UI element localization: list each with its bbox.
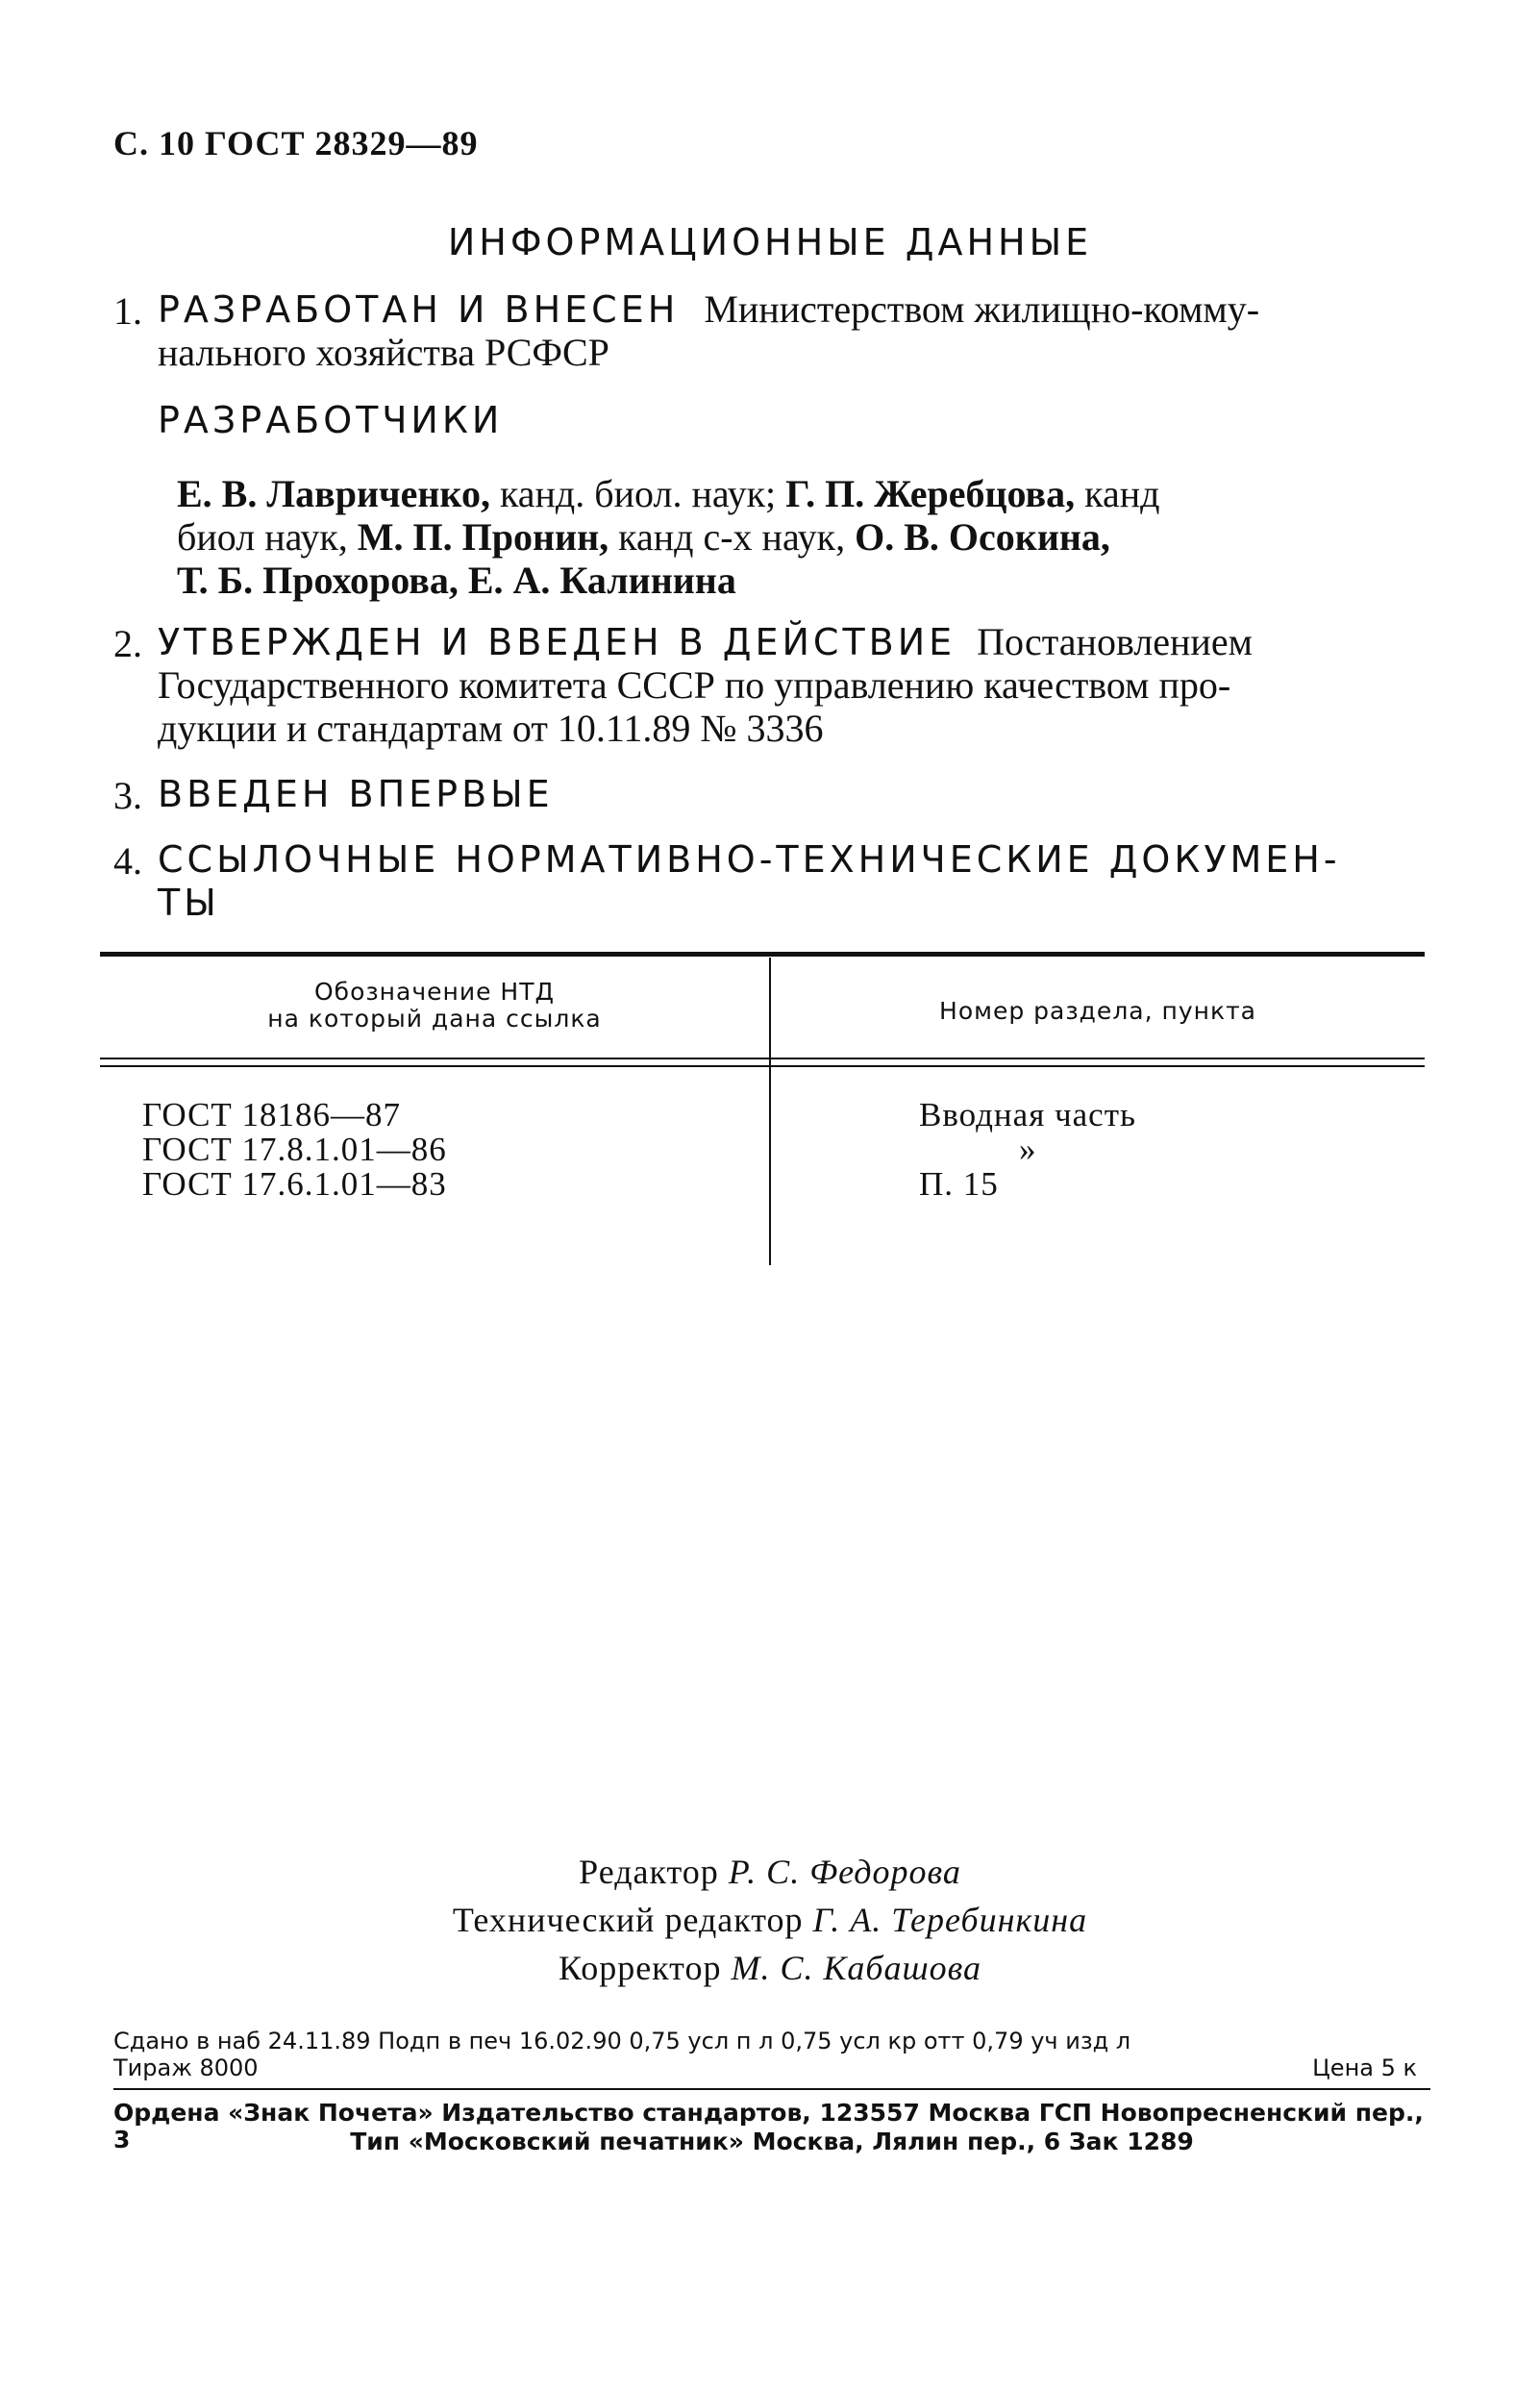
imprint-price: Цена 5 к [1312, 2054, 1417, 2081]
imprint-rule [113, 2088, 1430, 2090]
table-cell-section: Вводная часть [919, 1096, 1136, 1133]
table-cell-doc: ГОСТ 18186—87 [142, 1096, 402, 1133]
item-4-text-line-1: ССЫЛОЧНЫЕ НОРМАТИВНО-ТЕХНИЧЕСКИЕ ДОКУМЕН- [158, 838, 1341, 881]
imprint-line-3: Ордена «Знак Почета» Издательство стандартов, 123557 Москва ГСП Новопресненский пер., 3 [113, 2099, 1424, 2153]
credit-tech-editor-label: Технический редактор [452, 1901, 804, 1939]
item-3-text: ВВЕДЕН ВПЕРВЫЕ [158, 773, 554, 815]
developers-line-3: Т. Б. Прохорова, Е. А. Калинина [177, 559, 736, 602]
item-2-lead: УТВЕРЖДЕН И ВВЕДЕН В ДЕЙСТВИЕ [158, 621, 956, 663]
document-title: ИНФОРМАЦИОННЫЕ ДАННЫЕ [447, 221, 1093, 263]
credit-editor-label: Редактор [579, 1853, 719, 1891]
developers-line-1 [177, 473, 1423, 515]
item-4-number: 4. [113, 839, 142, 883]
credit-corrector [0, 1944, 1540, 1992]
credit-tech-editor [0, 1896, 1540, 1944]
item-1-number: 1. [113, 289, 142, 333]
item-2-text-line-1: Постановлением [977, 620, 1253, 663]
credit-tech-editor-name: Г. А. Теребинкина [812, 1901, 1088, 1939]
table-cell-section: П. 15 [919, 1165, 999, 1203]
imprint-circulation: Тираж 8000 [113, 2054, 259, 2081]
developer-2-degree-cont: биол наук, [177, 515, 348, 559]
item-2-line-1 [158, 621, 1423, 663]
item-2-text-line-3: дукции и стандартам от 10.11.89 № 3336 [158, 707, 824, 750]
developer-1: Е. В. Лавриченко, [177, 472, 490, 515]
imprint-line-2 [113, 2055, 1417, 2080]
table-header-col-1 [100, 979, 769, 1033]
imprint-line-4: Тип «Московский печатник» Москва, Лялин пер., 6 Зак 1289 [350, 2128, 1194, 2155]
item-2-number: 2. [113, 622, 142, 665]
developer-3-degree: канд с-х наук, [618, 515, 846, 559]
credit-corrector-label: Корректор [558, 1949, 722, 1987]
table-header-rule-2 [100, 1065, 1425, 1067]
developer-3: М. П. Пронин, [357, 515, 609, 559]
table-header-col-1-line-2: на который дана ссылка [267, 1005, 602, 1033]
page-header: С. 10 ГОСТ 28329—89 [113, 124, 479, 162]
developer-1-degree: канд. биол. наук; [499, 472, 777, 515]
developers-line-2 [177, 516, 1423, 559]
item-1-line-1 [158, 288, 1423, 331]
credit-editor [0, 1848, 1540, 1896]
developer-2-degree: канд [1084, 472, 1160, 515]
imprint-line-1: Сдано в наб 24.11.89 Подп в печ 16.02.90 0,75 усл п л 0,75 усл кр отт 0,79 уч изд л [113, 2028, 1131, 2054]
table-cell-doc: ГОСТ 17.8.1.01—86 [142, 1131, 447, 1168]
credit-corrector-name: М. С. Кабашова [731, 1949, 982, 1987]
table-cell-doc: ГОСТ 17.6.1.01—83 [142, 1165, 447, 1203]
table-header-col-1-line-1: Обозначение НТД [313, 978, 556, 1006]
item-3-number: 3. [113, 774, 142, 817]
table-top-rule [100, 952, 1425, 957]
item-4-text-line-2: ТЫ [158, 882, 220, 924]
item-1-lead: РАЗРАБОТАН И ВНЕСЕН [158, 288, 680, 331]
developer-4: О. В. Осокина, [855, 515, 1110, 559]
table-header-rule-1 [100, 1058, 1425, 1059]
table-header-col-2: Номер раздела, пункта [939, 997, 1256, 1025]
item-1-text-line-2: нального хозяйства РСФСР [158, 331, 609, 374]
item-1-text-line-1: Министерством жилищно-комму- [704, 287, 1260, 331]
item-2-text-line-2: Государственного комитета СССР по управлению качеством про- [158, 663, 1231, 707]
table-cell-section: » [1019, 1131, 1037, 1168]
developer-2: Г. П. Жеребцова, [785, 472, 1076, 515]
credit-editor-name: Р. С. Федорова [728, 1853, 961, 1891]
developers-heading: РАЗРАБОТЧИКИ [158, 399, 504, 441]
